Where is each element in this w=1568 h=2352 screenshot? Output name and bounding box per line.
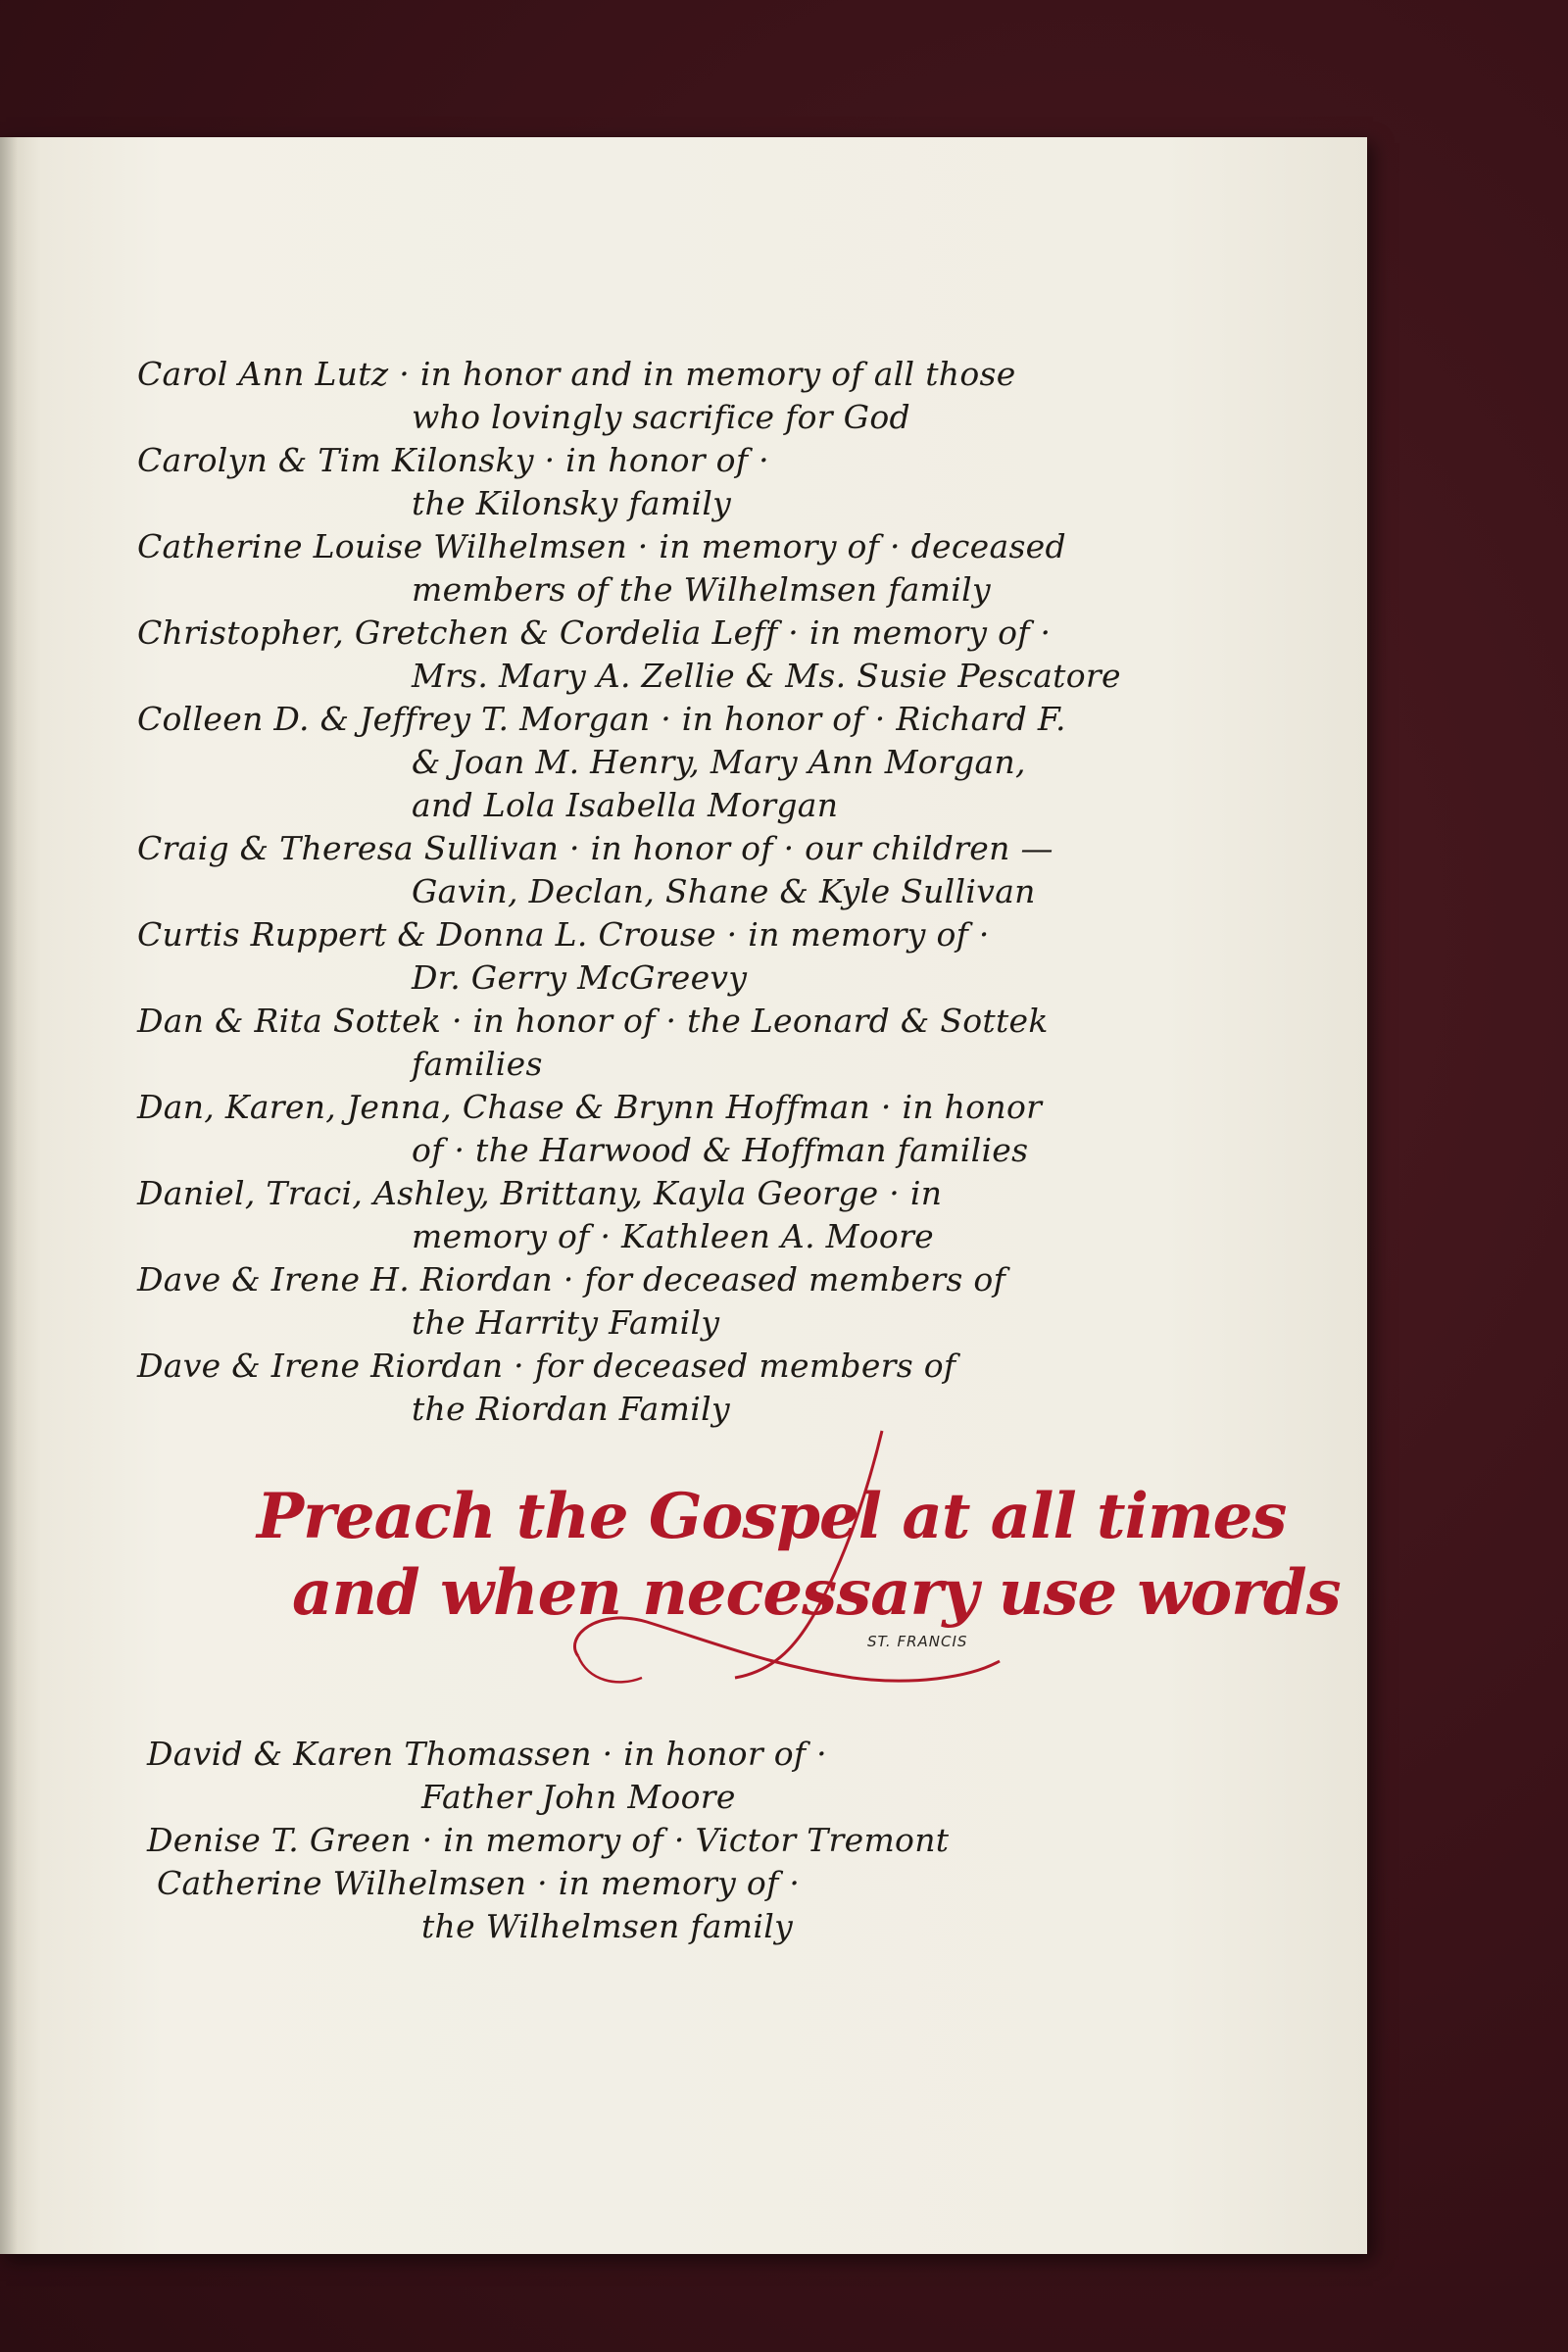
entry-line: Dave & Irene H. Riordan · for deceased members of — [137, 1260, 1006, 1298]
entry-line: the Harrity Family — [412, 1303, 720, 1342]
entry-line: Mrs. Mary A. Zellie & Ms. Susie Pescatore — [412, 657, 1121, 695]
quote-line-2: and when necessary use words — [292, 1556, 1341, 1630]
entry-line: Colleen D. & Jeffrey T. Morgan · in honor of · Richard F. — [137, 700, 1066, 738]
entry-line: Carol Ann Lutz · in honor and in memory of all those — [137, 355, 1016, 393]
entry-line: Father John Moore — [421, 1778, 736, 1816]
entry-line: Dan, Karen, Jenna, Chase & Brynn Hoffman · in honor — [137, 1088, 1043, 1126]
entry-line: Catherine Louise Wilhelmsen · in memory of · deceased — [137, 527, 1066, 565]
entry-line: Dan & Rita Sottek · in honor of · the Leonard & Sottek — [137, 1002, 1049, 1040]
entry-line: Curtis Ruppert & Donna L. Crouse · in memory of · — [137, 915, 990, 954]
entry-line: Christopher, Gretchen & Cordelia Leff · in memory of · — [137, 613, 1052, 652]
quote-attribution: ST. FRANCIS — [867, 1633, 968, 1650]
entry-line: Craig & Theresa Sullivan · in honor of · our children — — [137, 829, 1054, 867]
entry-line: the Riordan Family — [412, 1390, 730, 1428]
entry-line: Daniel, Traci, Ashley, Brittany, Kayla George · in — [137, 1174, 943, 1212]
entry-line: & Joan M. Henry, Mary Ann Morgan, — [412, 743, 1026, 781]
entry-line: Carolyn & Tim Kilonsky · in honor of · — [137, 441, 769, 479]
entry-line: the Kilonsky family — [412, 484, 732, 522]
entry-line: who lovingly sacrifice for God — [412, 398, 910, 436]
entry-line: Dr. Gerry McGreevy — [412, 958, 748, 997]
entry-line: Gavin, Declan, Shane & Kyle Sullivan — [412, 872, 1036, 910]
entry-line: David & Karen Thomassen · in honor of · — [147, 1735, 827, 1773]
entry-line: families — [412, 1045, 543, 1083]
entry-line: Dave & Irene Riordan · for deceased members of — [137, 1347, 956, 1385]
entry-line: the Wilhelmsen family — [421, 1907, 794, 1945]
entry-line: Catherine Wilhelmsen · in memory of · — [157, 1864, 801, 1902]
entry-line: Denise T. Green · in memory of · Victor Tremont — [147, 1821, 950, 1859]
entry-line: of · the Harwood & Hoffman families — [412, 1131, 1029, 1169]
quote-line-1: Preach the Gospel at all times — [257, 1480, 1287, 1553]
entry-line: memory of · Kathleen A. Moore — [412, 1217, 934, 1255]
entry-line: and Lola Isabella Morgan — [412, 786, 839, 824]
entry-line: members of the Wilhelmsen family — [412, 570, 991, 609]
